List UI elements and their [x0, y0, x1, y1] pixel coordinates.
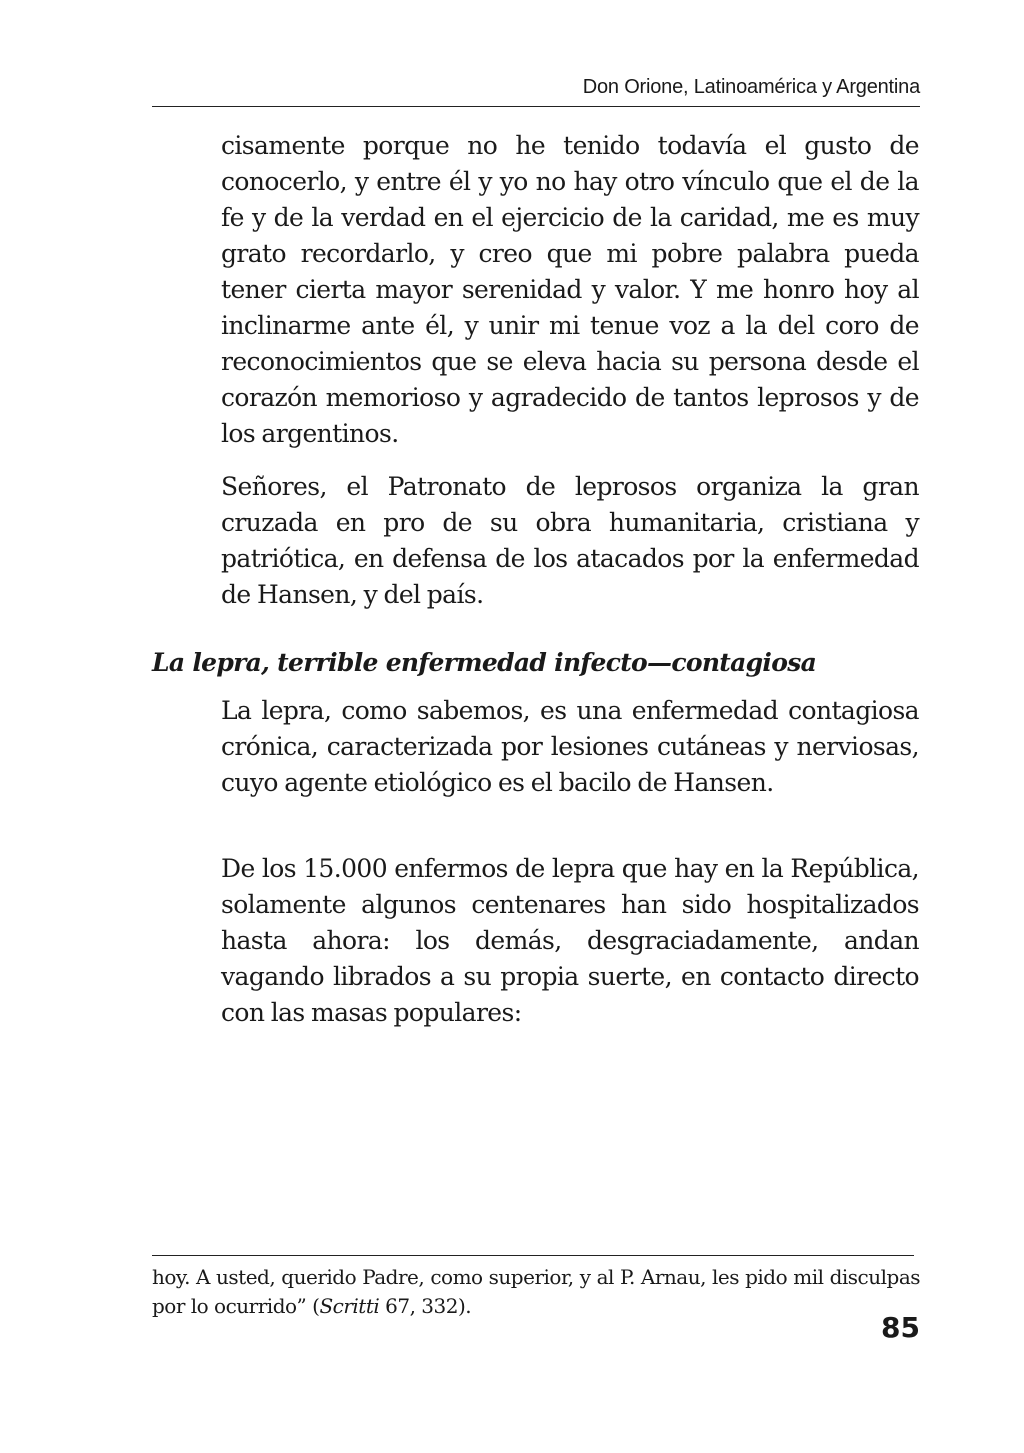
- body-paragraph-1: cisamente porque no he tenido todavía el gusto de conocerlo, y entre él y yo no hay otro vínculo que el de la fe y de la verdad en el ejercicio de la caridad, me es muy grato recordarlo, y creo que mi pobre palabra pueda tener cierta mayor serenidad y valor. Y me honro hoy al inclinarme ante él, y unir mi tenue voz a la del coro de reconocimientos que se eleva hacia su persona desde el corazón memorioso y agradecido de tantos leprosos y de los argentinos.: [221, 131, 919, 448]
- footnote-source-title: Scritti: [319, 1294, 380, 1318]
- page-number: 85: [881, 1311, 920, 1344]
- footnote: [152, 1263, 920, 1321]
- body-paragraph-3: La lepra, como sabemos, es una enfermedad contagiosa crónica, caracterizada por lesiones cutáneas y nerviosas, cuyo agente etiológico es el bacilo de Hansen.: [221, 696, 919, 797]
- header-rule: [152, 106, 920, 107]
- footnote-rule: [152, 1255, 914, 1256]
- body-paragraph-4: De los 15.000 enfermos de lepra que hay en la República, solamente algunos centenares han sido hospitalizados hasta ahora: los demás, desgraciadamente, andan vagando librados a su propia suerte, en contacto directo con las masas populares:: [221, 854, 919, 1027]
- footnote-text-after: 67, 332).: [379, 1294, 472, 1318]
- body-paragraph-2: Señores, el Patronato de leprosos organiza la gran cruzada en pro de su obra humanitaria, cristiana y patriótica, en defensa de los atacados por la enfermedad de Hansen, y del país.: [221, 472, 919, 609]
- running-header: Don Orione, Latinoamérica y Argentina: [582, 76, 920, 98]
- section-heading: La lepra, terrible enfermedad infecto—contagiosa: [152, 648, 817, 677]
- footnote-text-before: hoy. A usted, querido Padre, como superior, y al P. Arnau, les pido mil disculpas por lo ocurrido” (: [152, 1265, 920, 1318]
